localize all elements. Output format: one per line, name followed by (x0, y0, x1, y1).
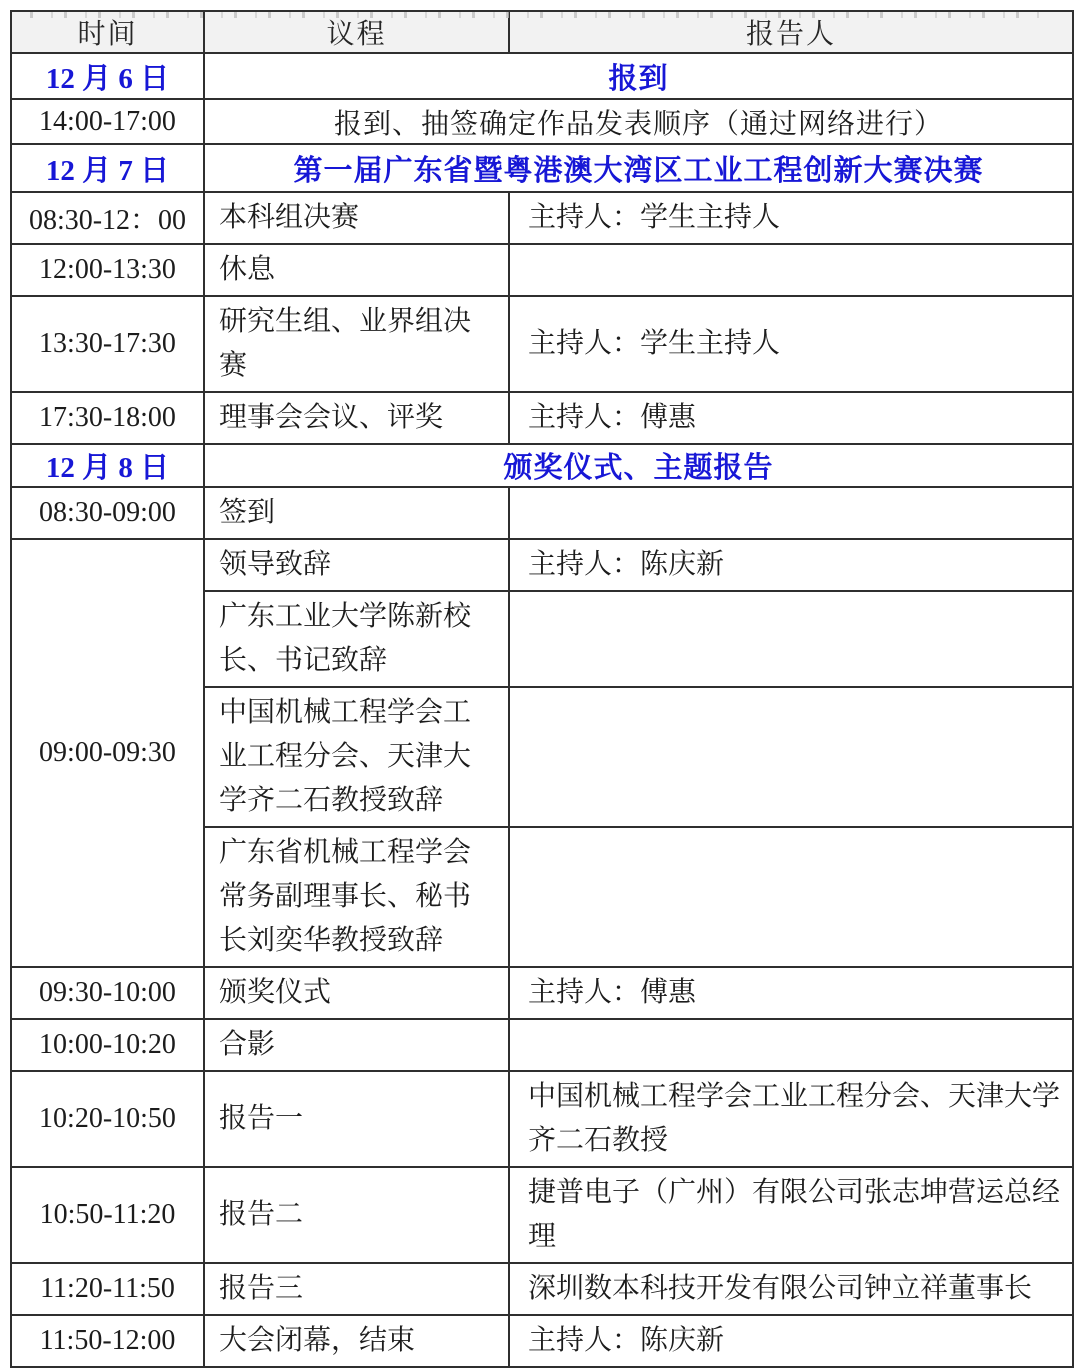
speaker-cell (509, 687, 1073, 827)
date-cell: 12 月 7 日 (11, 144, 204, 192)
speaker-cell (509, 827, 1073, 967)
time-cell: 14:00-17:00 (11, 99, 204, 144)
agenda-cell: 理事会会议、评奖 (204, 392, 509, 444)
time-cell-merged: 09:00-09:30 (11, 539, 204, 967)
agenda-cell: 本科组决赛 (204, 192, 509, 244)
agenda-cell: 报告二 (204, 1167, 509, 1263)
clipped-text-remnant (30, 12, 1050, 18)
speaker-cell: 捷普电子（广州）有限公司张志坤营运总经理 (509, 1167, 1073, 1263)
speaker-cell: 主持人：傅惠 (509, 392, 1073, 444)
time-cell: 10:20-10:50 (11, 1071, 204, 1167)
agenda-cell: 大会闭幕，结束 (204, 1315, 509, 1367)
table-row (11, 296, 1073, 392)
time-cell: 12:00-13:30 (11, 244, 204, 296)
speaker-cell (509, 244, 1073, 296)
time-cell: 13:30-17:30 (11, 296, 204, 392)
agenda-cell: 报告一 (204, 1071, 509, 1167)
table-row (11, 487, 1073, 539)
time-cell: 11:20-11:50 (11, 1263, 204, 1315)
agenda-cell: 中国机械工程学会工业工程分会、天津大学齐二石教授致辞 (204, 687, 509, 827)
time-cell: 08:30-12：00 (11, 192, 204, 244)
table-row (11, 1167, 1073, 1263)
speaker-cell: 主持人：学生主持人 (509, 296, 1073, 392)
column-header-time: 时间 (11, 11, 204, 53)
table-row (11, 1071, 1073, 1167)
speaker-cell (509, 1019, 1073, 1071)
table-row-group-start (11, 539, 1073, 591)
section-row-dec8 (11, 444, 1073, 487)
section-row-dec6 (11, 53, 1073, 99)
table-row (11, 192, 1073, 244)
agenda-cell: 广东工业大学陈新校长、书记致辞 (204, 591, 509, 687)
speaker-cell (509, 487, 1073, 539)
column-header-agenda: 议程 (204, 11, 509, 53)
speaker-cell (509, 591, 1073, 687)
time-cell: 10:50-11:20 (11, 1167, 204, 1263)
speaker-cell: 深圳数本科技开发有限公司钟立祥董事长 (509, 1263, 1073, 1315)
agenda-cell: 广东省机械工程学会常务副理事长、秘书长刘奕华教授致辞 (204, 827, 509, 967)
merged-agenda-cell: 报到、抽签确定作品发表顺序（通过网络进行） (204, 99, 1073, 144)
agenda-cell: 颁奖仪式 (204, 967, 509, 1019)
agenda-cell: 休息 (204, 244, 509, 296)
date-cell: 12 月 8 日 (11, 444, 204, 487)
speaker-cell: 主持人：陈庆新 (509, 539, 1073, 591)
time-cell: 08:30-09:00 (11, 487, 204, 539)
agenda-table (10, 10, 1074, 1368)
agenda-cell: 合影 (204, 1019, 509, 1071)
time-cell: 17:30-18:00 (11, 392, 204, 444)
agenda-cell: 签到 (204, 487, 509, 539)
agenda-cell: 报告三 (204, 1263, 509, 1315)
agenda-cell: 领导致辞 (204, 539, 509, 591)
speaker-cell: 主持人：陈庆新 (509, 1315, 1073, 1367)
table-row (11, 1019, 1073, 1071)
date-cell: 12 月 6 日 (11, 53, 204, 99)
column-header-speaker: 报告人 (509, 11, 1073, 53)
section-title: 报到 (204, 53, 1073, 99)
time-cell: 10:00-10:20 (11, 1019, 204, 1071)
table-row (11, 1263, 1073, 1315)
table-row (11, 1315, 1073, 1367)
section-title: 颁奖仪式、主题报告 (204, 444, 1073, 487)
speaker-cell: 主持人：傅惠 (509, 967, 1073, 1019)
time-cell: 11:50-12:00 (11, 1315, 204, 1367)
table-row (11, 392, 1073, 444)
speaker-cell: 主持人：学生主持人 (509, 192, 1073, 244)
agenda-cell: 研究生组、业界组决赛 (204, 296, 509, 392)
table-row (11, 967, 1073, 1019)
speaker-cell: 中国机械工程学会工业工程分会、天津大学齐二石教授 (509, 1071, 1073, 1167)
time-cell: 09:30-10:00 (11, 967, 204, 1019)
table-row (11, 244, 1073, 296)
table-row (11, 99, 1073, 144)
section-title: 第一届广东省暨粤港澳大湾区工业工程创新大赛决赛 (204, 144, 1073, 192)
section-row-dec7 (11, 144, 1073, 192)
